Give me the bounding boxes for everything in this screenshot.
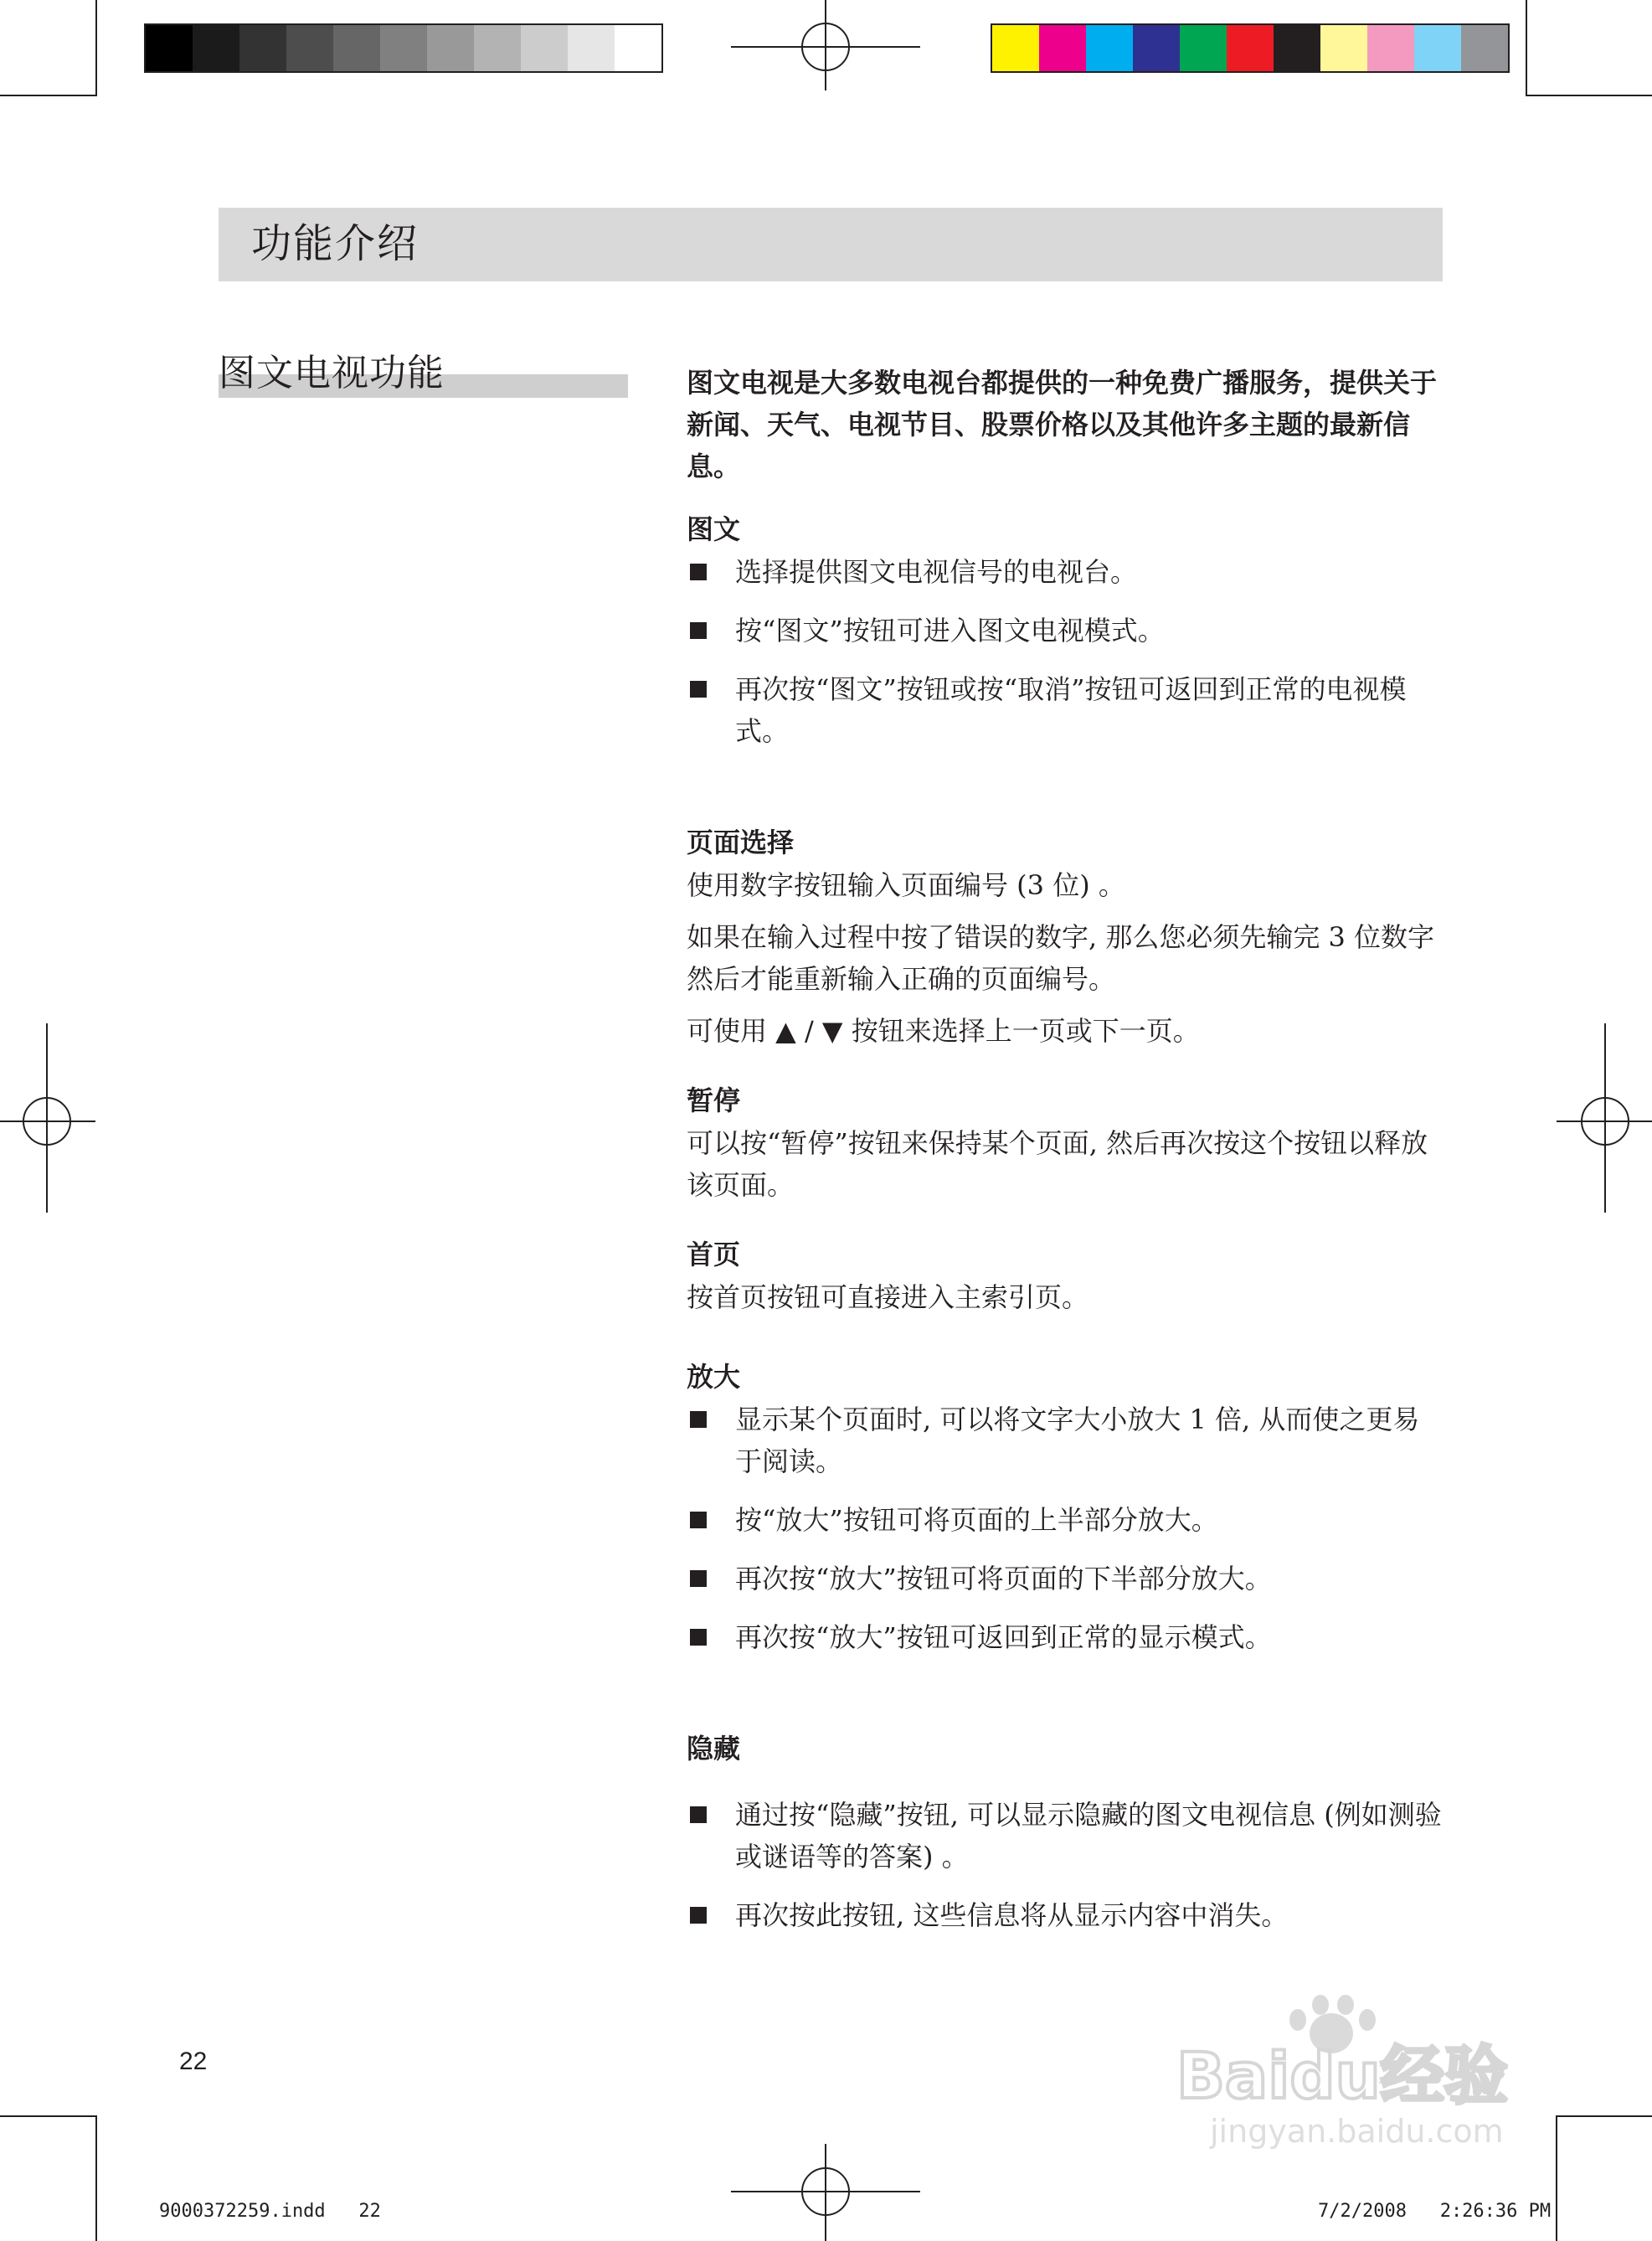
section-title: 图文电视功能 (219, 352, 445, 394)
gray-patch-9 (521, 25, 568, 71)
intro-paragraph: 图文电视是大多数电视台都提供的一种免费广播服务，提供关于新闻、天气、电视节目、股票价格以及其他许多主题的最新信息。 (687, 367, 1438, 482)
gray-patch-4 (286, 25, 333, 71)
heading-reveal: 隐藏 (687, 1733, 741, 1764)
gray-patch-7 (427, 25, 474, 71)
hold-text: 可以按“暂停”按钮来保持某个页面, 然后再次按这个按钮以释放该页面。 (687, 1127, 1428, 1201)
color-calibration-bar (991, 23, 1510, 73)
page-number: 22 (179, 2048, 208, 2075)
gray-patch-6 (380, 25, 427, 71)
list-item: 按“放大”按钮可将页面的上半部分放大。 (687, 1499, 1444, 1541)
gray-patch-1 (146, 25, 193, 71)
color-patch-6 (1227, 25, 1274, 71)
zoom-list (687, 1399, 1444, 1658)
heading-teletext: 图文 (687, 513, 741, 545)
page-select-text-3: 可使用 ▲ / ▼ 按钮来选择上一页或下一页。 (687, 1015, 1200, 1047)
gray-patch-10 (568, 25, 615, 71)
color-patch-4 (1133, 25, 1180, 71)
gray-patch-8 (474, 25, 521, 71)
color-patch-7 (1274, 25, 1320, 71)
heading-zoom: 放大 (687, 1361, 741, 1393)
watermark-url: jingyan.baidu.com (1210, 2113, 1504, 2150)
baidu-jingyan-watermark (1160, 1993, 1570, 2161)
heading-home: 首页 (687, 1239, 741, 1270)
list-item: 再次按此按钮, 这些信息将从显示内容中消失。 (687, 1894, 1444, 1936)
gray-patch-11 (615, 25, 661, 71)
gray-patch-5 (333, 25, 380, 71)
heading-hold: 暂停 (687, 1084, 741, 1116)
page-select-text-1: 使用数字按钮输入页面编号 (3 位) 。 (687, 869, 1125, 901)
list-item: 通过按“隐藏”按钮, 可以显示隐藏的图文电视信息 (例如测验或谜语等的答案) 。 (687, 1794, 1444, 1878)
page-select-text-2: 如果在输入过程中按了错误的数字, 那么您必须先输完 3 位数字然后才能重新输入正确的页面编号。 (687, 921, 1435, 995)
teletext-list (687, 551, 1444, 752)
reveal-list (687, 1794, 1444, 1936)
gray-patch-2 (193, 25, 239, 71)
color-patch-5 (1180, 25, 1227, 71)
color-patch-2 (1039, 25, 1086, 71)
list-item: 选择提供图文电视信号的电视台。 (687, 551, 1444, 593)
gray-calibration-bar (144, 23, 663, 73)
list-item: 按“图文”按钮可进入图文电视模式。 (687, 610, 1444, 652)
list-item: 再次按“放大”按钮可返回到正常的显示模式。 (687, 1616, 1444, 1658)
home-text: 按首页按钮可直接进入主索引页。 (687, 1281, 1089, 1313)
heading-page-select: 页面选择 (687, 827, 795, 858)
color-patch-1 (992, 25, 1039, 71)
color-patch-8 (1320, 25, 1367, 71)
print-slug-timestamp: 7/2/2008 2:26:36 PM (1318, 2201, 1552, 2222)
chapter-title: 功能介绍 (251, 220, 419, 267)
content-column (687, 362, 1444, 1953)
list-item: 再次按“图文”按钮或按“取消”按钮可返回到正常的电视模式。 (687, 668, 1444, 752)
color-patch-3 (1086, 25, 1133, 71)
color-patch-10 (1414, 25, 1461, 71)
list-item: 再次按“放大”按钮可将页面的下半部分放大。 (687, 1558, 1444, 1600)
color-patch-11 (1461, 25, 1508, 71)
print-slug-filename: 9000372259.indd 22 (159, 2201, 381, 2222)
gray-patch-3 (239, 25, 286, 71)
color-patch-9 (1367, 25, 1414, 71)
list-item: 显示某个页面时, 可以将文字大小放大 1 倍, 从而使之更易于阅读。 (687, 1399, 1444, 1482)
watermark-brand: Baidu经验 (1176, 2038, 1508, 2113)
